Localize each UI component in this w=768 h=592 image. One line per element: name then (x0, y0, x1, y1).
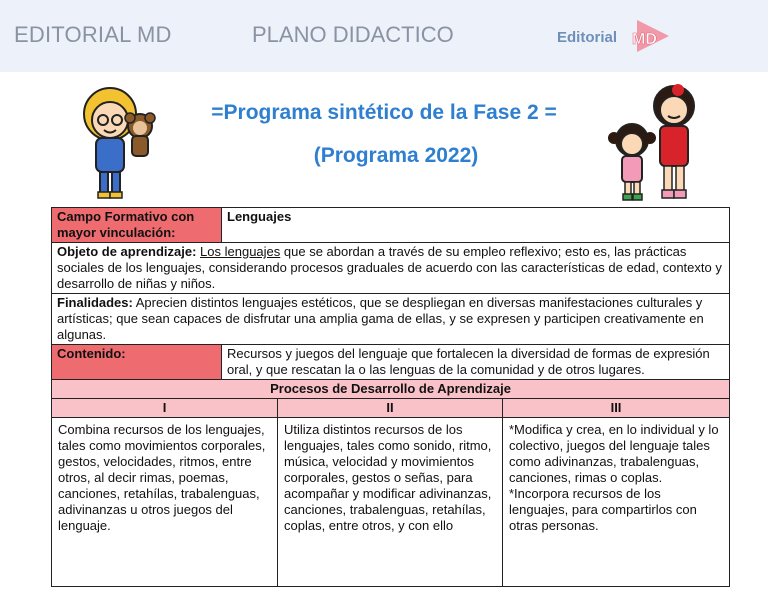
campo-row (52, 208, 730, 243)
column-iii-cell (503, 418, 730, 587)
column-ii-header: II (278, 399, 503, 418)
finalidades-text: Aprecien distintos lenguajes estéticos, que se despliegan en diversas manifestaciones culturales y artísticas; que sean capaces de disfrutar una amplia gama de ellas, y se expresen y participen creativamente en algunas. (57, 295, 704, 342)
objeto-link: Los lenguajes (200, 244, 281, 259)
procesos-header-row (52, 380, 730, 399)
column-ii-text: Utiliza distintos recursos de los lenguajes, tales como sonido, ritmo, música, velocidad y movimientos corporales, gestos o señas, para acompañar y modificar adivinanzas, canciones, trabalenguas, retahílas, coplas, entre otros, y con ello (278, 418, 503, 587)
campo-label: Campo Formativo con mayor vinculación: (52, 208, 222, 243)
header-editorial-title: EDITORIAL MD (14, 22, 172, 47)
procesos-header: Procesos de Desarrollo de Aprendizaje (52, 380, 730, 399)
column-i-text: Combina recursos de los lenguajes, tales como movimientos corporales, gestos, velocidades, ritmos, entre otros, al decir rimas, poemas, canciones, retahílas, trabalenguas, adivinanzas u otros juegos del lenguaje. (52, 418, 278, 587)
teacher-with-puppet-illustration (70, 80, 166, 204)
column-iii-text-a: *Modifica y crea, en lo individual y lo colectivo, juegos del lenguaje tales como adivinanzas, trabalenguas, canciones, rimas o coplas. (509, 422, 719, 485)
objeto-label: Objeto de aprendizaje: (57, 244, 197, 259)
document-header (0, 0, 768, 72)
finalidades-cell (52, 294, 730, 345)
two-girls-illustration (604, 80, 712, 204)
campo-value: Lenguajes (222, 208, 730, 243)
roman-header-row (52, 399, 730, 418)
finalidades-row (52, 294, 730, 345)
column-iii-header: III (503, 399, 730, 418)
contenido-text: Recursos y juegos del lenguaje que fortalecen la diversidad de formas de expresión oral, y que rescatan la o las lenguas de la comunidad y de otros lugares. (222, 345, 730, 380)
program-title: =Programa sintético de la Fase 2 = (211, 101, 557, 124)
column-iii-text-b: *Incorpora recursos de los lenguajes, para compartirlos con otras personas. (509, 486, 697, 533)
objeto-row (52, 243, 730, 294)
column-i-header: I (52, 399, 278, 418)
finalidades-label: Finalidades: (57, 295, 133, 310)
header-plano-title: PLANO DIDACTICO (252, 22, 454, 47)
md-logo-icon (629, 18, 675, 54)
contenido-label: Contenido: (52, 345, 222, 380)
procesos-content-row (52, 418, 730, 587)
editorial-logo (557, 18, 677, 54)
objeto-text: que se abordan a través de su empleo reflexivo; esto es, las prácticas sociales de los lenguajes, considerando procesos graduales de acuerdo con las características de edad, contexto y desarrollo de niñas y niños. (57, 244, 722, 291)
contenido-row (52, 345, 730, 380)
logo-text: Editorial (557, 29, 618, 46)
program-subtitle: (Programa 2022) (313, 144, 479, 167)
logo-mark-text: MD (632, 31, 657, 48)
objeto-cell (52, 243, 730, 294)
didactic-plan-table (51, 207, 730, 587)
